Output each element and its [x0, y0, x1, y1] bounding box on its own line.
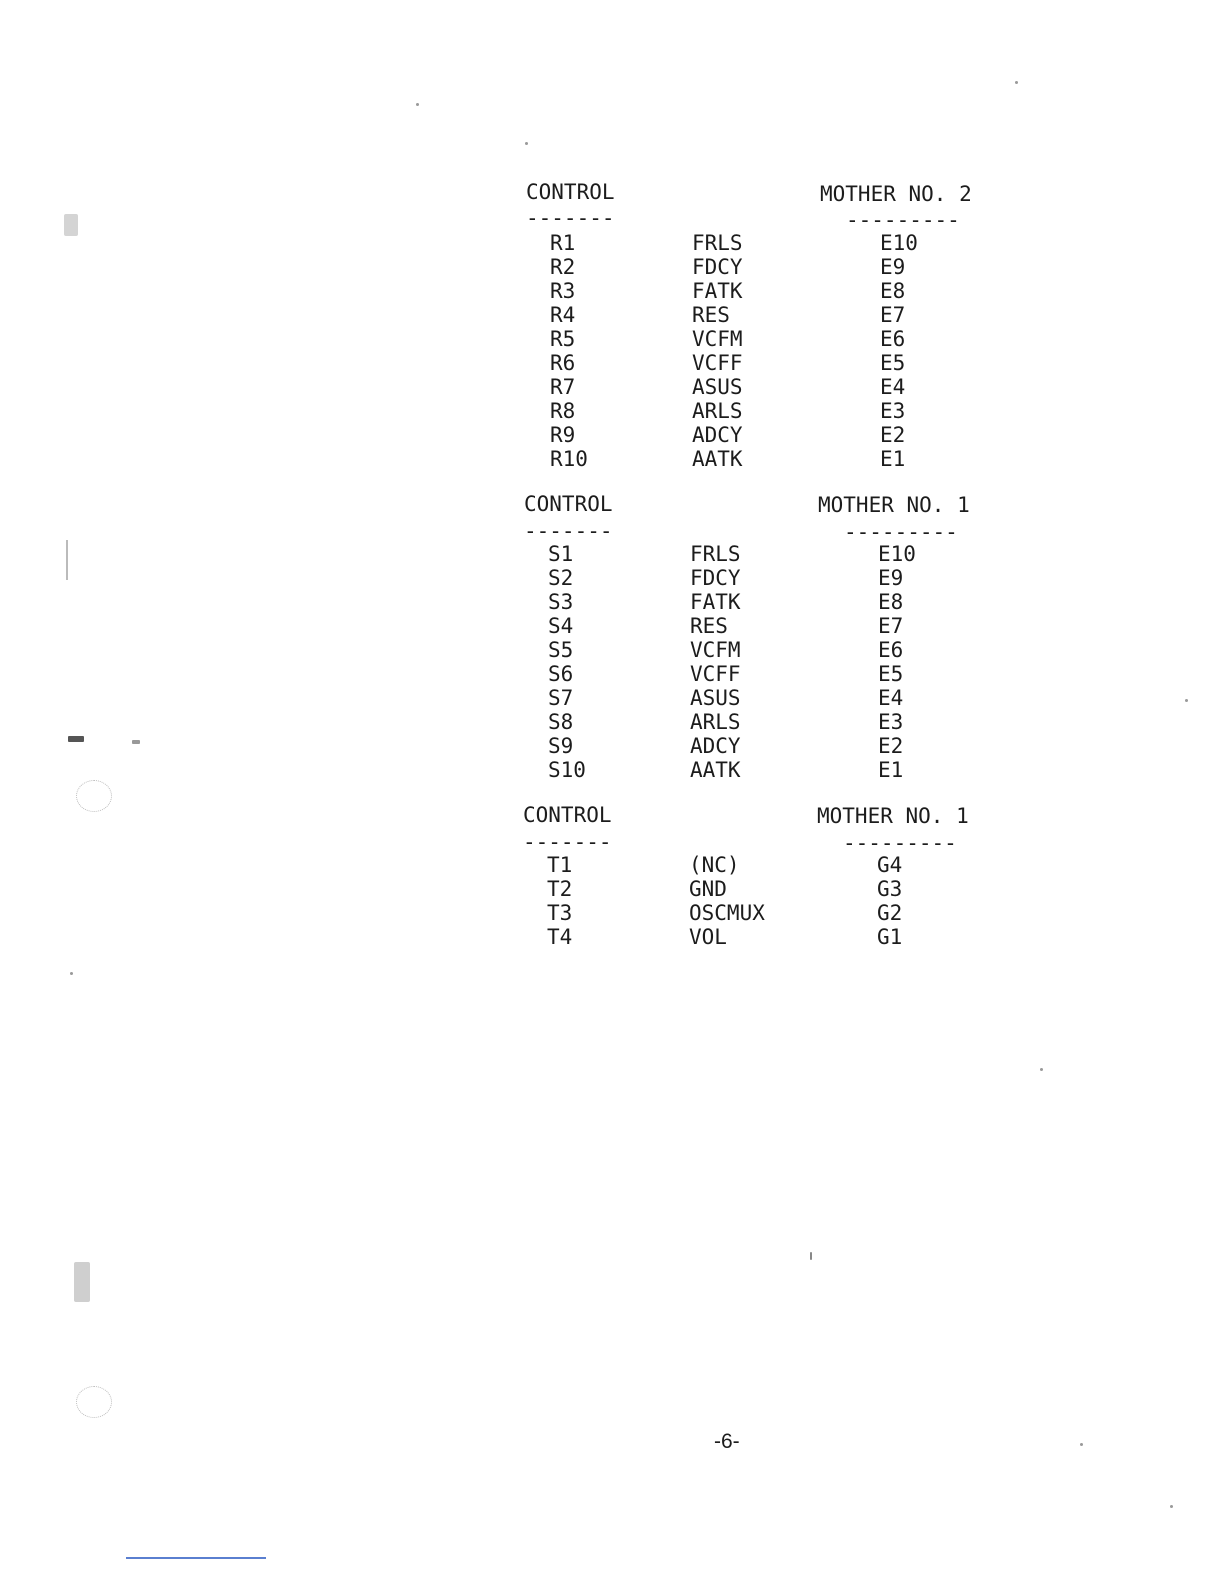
control-pin: S7 — [548, 686, 574, 710]
signal-name: FDCY — [690, 566, 741, 590]
column-header-control: CONTROL — [523, 803, 612, 827]
table-row — [524, 662, 984, 686]
signal-name: AATK — [692, 447, 743, 471]
table-row — [526, 447, 986, 471]
mother-pin: G3 — [877, 877, 903, 901]
mother-pin: E6 — [878, 638, 904, 662]
table-row — [523, 901, 983, 925]
scan-speck — [1040, 1068, 1043, 1071]
column-header-mother: MOTHER NO. 1 — [818, 493, 970, 517]
header-underline-mother: --------- — [843, 831, 957, 855]
scan-speck — [70, 972, 73, 975]
signal-name: FRLS — [690, 542, 741, 566]
signal-name: ASUS — [690, 686, 741, 710]
signal-name: ADCY — [692, 423, 743, 447]
signal-name: RES — [692, 303, 730, 327]
control-pin: R9 — [550, 423, 576, 447]
table-row — [526, 303, 986, 327]
mother-pin: E9 — [878, 566, 904, 590]
header-underline-control: ------- — [526, 206, 615, 230]
column-header-mother: MOTHER NO. 1 — [817, 804, 969, 828]
control-pin: R7 — [550, 375, 576, 399]
scan-speck — [132, 740, 140, 744]
mother-pin: E3 — [880, 399, 906, 423]
control-pin: R1 — [550, 231, 576, 255]
control-pin: R5 — [550, 327, 576, 351]
control-pin: S2 — [548, 566, 574, 590]
mother-pin: E2 — [878, 734, 904, 758]
control-pin: R2 — [550, 255, 576, 279]
scan-speck — [68, 736, 84, 742]
table-row — [524, 590, 984, 614]
mother-pin: G4 — [877, 853, 903, 877]
table-row — [524, 734, 984, 758]
scan-speck — [1170, 1505, 1173, 1508]
control-pin: S9 — [548, 734, 574, 758]
table-row — [524, 758, 984, 782]
signal-name: ASUS — [692, 375, 743, 399]
header-underline-mother: --------- — [846, 208, 960, 232]
signal-name: RES — [690, 614, 728, 638]
scan-speck — [66, 540, 68, 580]
control-pin: T3 — [547, 901, 573, 925]
column-header-control: CONTROL — [526, 180, 615, 204]
column-header-control: CONTROL — [524, 492, 613, 516]
mother-pin: E9 — [880, 255, 906, 279]
signal-name: VCFM — [692, 327, 743, 351]
table-row — [524, 686, 984, 710]
table-row — [526, 231, 986, 255]
mother-pin: E5 — [878, 662, 904, 686]
signal-name: FRLS — [692, 231, 743, 255]
scan-speck — [810, 1252, 812, 1260]
control-pin: R4 — [550, 303, 576, 327]
table-row — [526, 327, 986, 351]
signal-name: VOL — [689, 925, 727, 949]
mother-pin: E7 — [878, 614, 904, 638]
scan-artifact-line — [126, 1557, 266, 1559]
table-row — [526, 423, 986, 447]
signal-name: FATK — [692, 279, 743, 303]
table-row — [524, 566, 984, 590]
scan-speck — [416, 103, 419, 106]
mother-pin: E1 — [880, 447, 906, 471]
scan-speck — [1015, 81, 1018, 84]
signal-name: (NC) — [689, 853, 740, 877]
signal-name: ARLS — [690, 710, 741, 734]
table-row — [524, 710, 984, 734]
mother-pin: G1 — [877, 925, 903, 949]
punch-hole-mark — [76, 780, 112, 812]
mother-pin: E8 — [880, 279, 906, 303]
control-pin: S10 — [548, 758, 586, 782]
table-row — [526, 255, 986, 279]
scan-speck — [1080, 1443, 1083, 1446]
signal-name: GND — [689, 877, 727, 901]
mother-pin: E4 — [880, 375, 906, 399]
header-underline-control: ------- — [523, 830, 612, 854]
scan-speck — [64, 214, 78, 236]
mother-pin: E1 — [878, 758, 904, 782]
header-underline-mother: --------- — [844, 520, 958, 544]
mother-pin: E8 — [878, 590, 904, 614]
signal-name: VCFF — [690, 662, 741, 686]
table-row — [524, 614, 984, 638]
table-row — [524, 638, 984, 662]
mother-pin: E6 — [880, 327, 906, 351]
control-pin: S6 — [548, 662, 574, 686]
mother-pin: E2 — [880, 423, 906, 447]
column-header-mother: MOTHER NO. 2 — [820, 182, 972, 206]
header-underline-control: ------- — [524, 519, 613, 543]
control-pin: R3 — [550, 279, 576, 303]
mother-pin: E5 — [880, 351, 906, 375]
signal-name: FATK — [690, 590, 741, 614]
scan-speck — [1185, 699, 1188, 702]
control-pin: S4 — [548, 614, 574, 638]
control-pin: T1 — [547, 853, 573, 877]
table-row — [524, 542, 984, 566]
scan-speck — [525, 142, 528, 145]
signal-name: ARLS — [692, 399, 743, 423]
control-pin: T2 — [547, 877, 573, 901]
control-pin: T4 — [547, 925, 573, 949]
table-row — [523, 853, 983, 877]
control-pin: S3 — [548, 590, 574, 614]
signal-name: ADCY — [690, 734, 741, 758]
signal-name: VCFF — [692, 351, 743, 375]
punch-hole-mark — [76, 1386, 112, 1418]
mother-pin: E10 — [880, 231, 918, 255]
table-row — [526, 279, 986, 303]
signal-name: FDCY — [692, 255, 743, 279]
mother-pin: E3 — [878, 710, 904, 734]
signal-name: OSCMUX — [689, 901, 765, 925]
table-row — [523, 877, 983, 901]
signal-name: VCFM — [690, 638, 741, 662]
table-row — [526, 399, 986, 423]
table-row — [526, 375, 986, 399]
signal-name: AATK — [690, 758, 741, 782]
table-row — [526, 351, 986, 375]
mother-pin: E4 — [878, 686, 904, 710]
control-pin: R8 — [550, 399, 576, 423]
scan-speck — [74, 1262, 90, 1302]
mother-pin: G2 — [877, 901, 903, 925]
control-pin: R10 — [550, 447, 588, 471]
mother-pin: E7 — [880, 303, 906, 327]
control-pin: S5 — [548, 638, 574, 662]
control-pin: S8 — [548, 710, 574, 734]
control-pin: S1 — [548, 542, 574, 566]
control-pin: R6 — [550, 351, 576, 375]
page-number: -6- — [714, 1430, 740, 1453]
table-row — [523, 925, 983, 949]
mother-pin: E10 — [878, 542, 916, 566]
